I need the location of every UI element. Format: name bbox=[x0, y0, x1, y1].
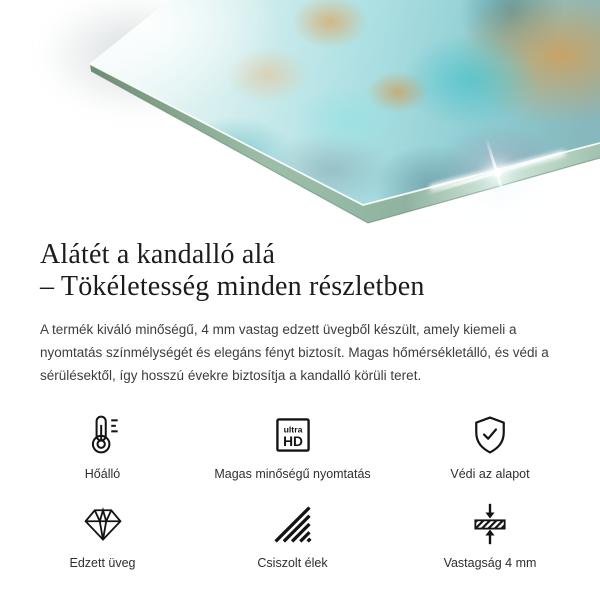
shield-check-icon bbox=[468, 413, 512, 457]
feature-label: Csiszolt élek bbox=[257, 556, 328, 570]
feature-item bbox=[40, 502, 165, 571]
feature-grid bbox=[40, 413, 560, 571]
feature-item bbox=[165, 413, 420, 482]
feature-label: Hőálló bbox=[84, 467, 121, 481]
feature-label: Vastagság 4 mm bbox=[443, 556, 537, 570]
svg-text:HD: HD bbox=[282, 434, 303, 449]
feature-item bbox=[165, 502, 420, 571]
feature-label: Védi az alapot bbox=[450, 467, 530, 481]
compress-thickness-icon bbox=[468, 502, 512, 546]
product-info-section bbox=[0, 239, 600, 571]
diamond-icon bbox=[81, 502, 125, 546]
product-hero-image bbox=[0, 0, 600, 230]
feature-item bbox=[40, 413, 165, 482]
page-title bbox=[40, 239, 560, 303]
svg-text:ultra: ultra bbox=[283, 424, 302, 435]
product-description: A termék kiváló minőségű, 4 mm vastag edzett üvegből készült, amely kiemeli a nyomtatás színmélységét és elegáns fényt biztosít. Magas hőmérsékletálló, és védi a sérülésektől, így hosszú évekre biztosítja a kandalló körüli teret. bbox=[40, 322, 549, 383]
feature-item bbox=[420, 502, 560, 571]
feature-item bbox=[420, 413, 560, 482]
ultra-hd-icon bbox=[271, 413, 315, 457]
polished-edges-icon bbox=[271, 502, 315, 546]
feature-label: Magas minőségű nyomtatás bbox=[214, 467, 371, 481]
page-title-line2: – Tökéletesség minden részletben bbox=[40, 271, 425, 302]
page-title-line1: Alátét a kandalló alá bbox=[40, 239, 276, 270]
thermometer-icon bbox=[81, 413, 125, 457]
feature-label: Edzett üveg bbox=[69, 556, 136, 570]
